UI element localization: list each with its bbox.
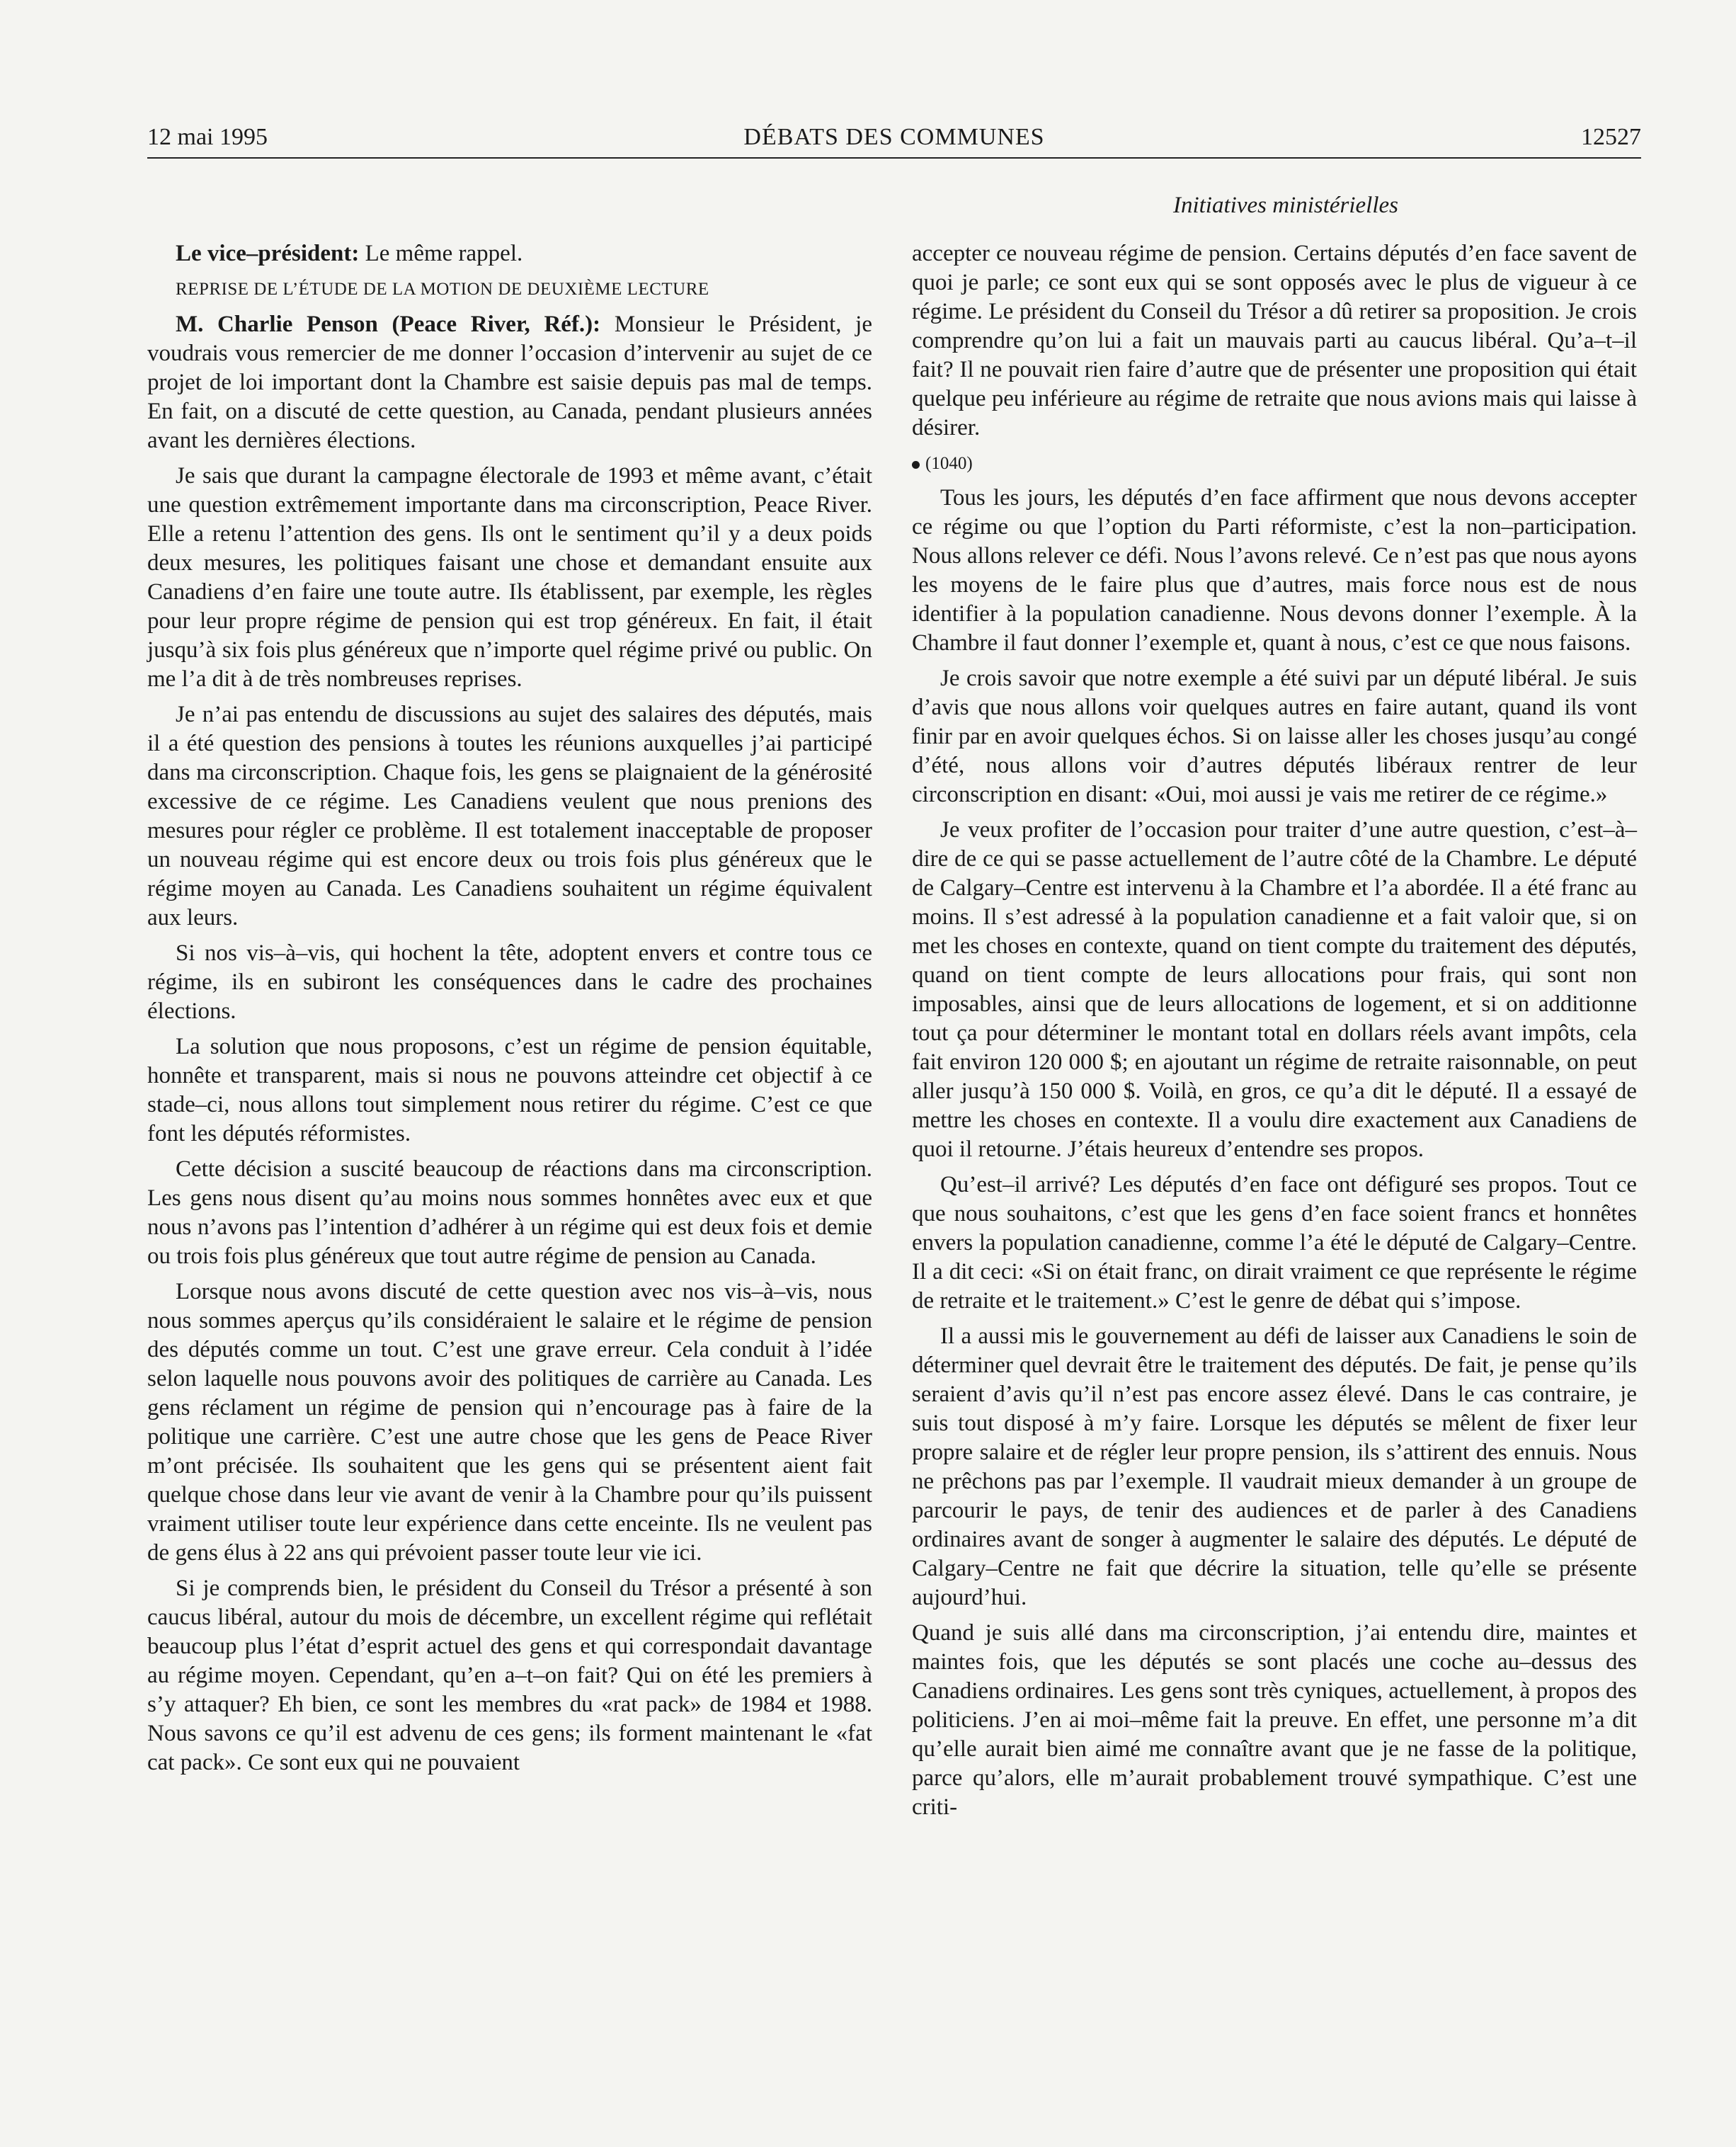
paragraph: accepter ce nouveau régime de pension. Certains députés d’en face savent de quoi je parle; ce sont eux qui se sont opposés avec le plus de vigueur à ce régime. Le président du Conseil du Trésor a dû retirer sa proposition. Je crois comprendre qu’on lui a fait un mauvais parti au caucus libéral. Qu’a–t–il fait? Il ne pouvait rien faire d’autre que de présenter une proposition qui était quelque peu inférieure au régime de retraite que nous avions mais qui laisse à désirer.	[912, 241, 1637, 440]
intro-speaker: Le vice–président:	[176, 241, 360, 266]
left-column	[147, 239, 872, 1784]
paragraph: Il a aussi mis le gouvernement au défi de laisser aux Canadiens le soin de déterminer quel devrait être le traitement des députés. De fait, je pense qu’ils seraient d’avis qu’il n’est pas encore assez élevé. Dans le cas contraire, je suis tout disposé à m’y faire. Lorsque les députés se mêlent de fixer leur propre salaire et de régler leur propre pension, ils s’attirent des ennuis. Nous ne prêchons pas par l’exemple. Il vaudrait mieux demander à un groupe de parcourir le pays, de tenir des audiences et de parler à des Canadiens ordinaires avant de songer à augmenter le salaire des députés. Le député de Calgary–Centre ne fait que décrire la situation, telle qu’elle se présente aujourd’hui.	[912, 1323, 1637, 1610]
paragraph: Je n’ai pas entendu de discussions au sujet des salaires des députés, mais il a été question des pensions à toutes les réunions auxquelles j’ai participé dans ma circonscription. Chaque fois, les gens se plaignaient de la générosité excessive de ce régime. Les Canadiens veulent que nous prenions des mesures pour régler ce problème. Il est totalement inacceptable de proposer un nouveau régime qui est encore deux ou trois fois plus généreux que le régime moyen au Canada. Les Canadiens souhaitent un régime équivalent aux leurs.	[147, 702, 872, 930]
header-rule	[147, 157, 1641, 159]
speech-paragraph	[147, 310, 872, 455]
bullet-icon	[912, 461, 920, 469]
intro-text: Le même rappel.	[359, 241, 523, 266]
paragraph: Je veux profiter de l’occasion pour traiter d’une autre question, c’est–à–dire de ce qui se passe actuellement de l’autre côté de la Chambre. Le député de Calgary–Centre est intervenu à la Chambre et l’a abordée. Il a été franc au moins. Il s’est adressé à la population canadienne et a fait valoir que, si on met les choses en contexte, quand on tient compte du traitement des députés, quand on tient compte de leurs allocations pour frais, qui sont non imposables, ainsi que de leurs allocations de logement, et si on additionne tout ça pour déterminer le montant total en dollars réels avant impôts, cela fait environ 120 000 $; en ajoutant un régime de retraite raisonnable, on peut aller jusqu’à 150 000 $. Voilà, en gros, ce qu’a dit le député. Il a essayé de mettre les choses en contexte. Il a voulu dire exactement aux Canadiens de quoi il retourne. J’étais heureux d’entendre ses propos.	[912, 817, 1637, 1162]
right-column	[912, 239, 1637, 1828]
time-marker	[912, 449, 1637, 478]
running-head	[147, 116, 1641, 159]
paragraph: Si je comprends bien, le président du Conseil du Trésor a présenté à son caucus libéral, autour du mois de décembre, un excellent régime qui reflétait beaucoup plus l’état d’esprit actuel des gens et qui correspondait davantage au régime moyen. Cependant, qu’en a–t–on fait? Qui on été les premiers à s’y attaquer? Eh bien, ce sont les membres du «rat pack» de 1984 et 1988. Nous savons ce qu’il est advenu de ces gens; ils forment maintenant le «fat cat pack». Ce sont eux qui ne pouvaient	[147, 1576, 872, 1775]
paragraph: La solution que nous proposons, c’est un régime de pension équitable, honnête et transparent, mais si nous ne pouvons atteindre cet objectif à ce stade–ci, nous allons tout simplement nous retirer du régime. C’est ce que font les députés réformistes.	[147, 1034, 872, 1146]
paragraph: Je crois savoir que notre exemple a été suivi par un député libéral. Je suis d’avis que nous allons voir quelques autres en faire autant, quand ils vont finir par en avoir quelques échos. Si on laisse aller les choses jusqu’au congé d’été, nous allons voir d’autres députés libéraux rentrer de leur circonscription en disant: «Oui, moi aussi je vais me retirer de ce régime.»	[912, 666, 1637, 807]
publication-title: DÉBATS DES COMMUNES	[743, 124, 1045, 150]
page-number: 12527	[1581, 124, 1641, 150]
time-marker-text: (1040)	[925, 454, 973, 473]
paragraph: Qu’est–il arrivé? Les députés d’en face ont défiguré ses propos. Tout ce que nous souhaitons, c’est que les gens d’en face soient francs et honnêtes envers la population canadienne, comme l’a été le député de Calgary–Centre. Il a dit ceci: «Si on était franc, on dirait vraiment ce que représente le régime de retraite et le traitement.» C’est le genre de débat qui s’impose.	[912, 1172, 1637, 1314]
speaker-name: M. Charlie Penson (Peace River, Réf.):	[176, 312, 601, 337]
speech-text: Monsieur le Président, je voudrais vous remercier de me donner l’occasion d’intervenir au sujet de ce projet de loi important dont la Chambre est saisie depuis pas mal de temps. En fait, on a discuté de cette question, au Canada, pendant plusieurs années avant les dernières élections.	[147, 312, 872, 453]
subheading: REPRISE DE L’ÉTUDE DE LA MOTION DE DEUXIÈME LECTURE	[176, 280, 709, 299]
section-label: Initiatives ministérielles	[1172, 193, 1399, 218]
issue-date: 12 mai 1995	[147, 124, 268, 150]
paragraph: Tous les jours, les députés d’en face affirment que nous devons accepter ce régime ou que l’option du Parti réformiste, c’est la non–participation. Nous allons relever ce défi. Nous l’avons relevé. Ce n’est pas que nous ayons les moyens de le faire plus que d’autres, mais force nous est de nous identifier à la population canadienne. Nous devons donner l’exemple. À la Chambre il faut donner l’exemple et, quant à nous, c’est ce que nous faisons.	[912, 485, 1637, 656]
paragraph: Quand je suis allé dans ma circonscription, j’ai entendu dire, maintes et maintes fois, que les députés se sont placés une coche au–dessus des Canadiens ordinaires. Les gens sont très cyniques, actuellement, à propos des politiciens. J’en ai moi–même fait la preuve. En effet, une personne m’a dit qu’elle aurait bien aimé me connaître avant que je ne fasse de la politique, parce qu’alors, elle m’aurait probablement trouvé sympathique. C’est une criti-	[912, 1620, 1637, 1820]
paragraph: Cette décision a suscité beaucoup de réactions dans ma circonscription. Les gens nous disent qu’au moins nous sommes honnêtes avec eux et que nous n’avons pas l’intention d’adhérer à un régime qui est deux fois et demie ou trois fois plus généreux que tout autre régime de pension au Canada.	[147, 1156, 872, 1269]
paragraph: Si nos vis–à–vis, qui hochent la tête, adoptent envers et contre tous ce régime, ils en subiront les conséquences dans le cadre des prochaines élections.	[147, 940, 872, 1024]
paragraph: Lorsque nous avons discuté de cette question avec nos vis–à–vis, nous nous sommes aperçus qu’ils considéraient le salaire et le régime de pension des députés comme un tout. C’est une grave erreur. Cela conduit à l’idée selon laquelle nous pouvons avoir des politiques de carrière au Canada. Les gens réclament un régime de pension qui n’encourage pas à faire de la politique une carrière. C’est une autre chose que les gens de Peace River m’ont précisée. Ils souhaitent que les gens qui se présentent aient fait quelque chose dans leur vie avant de venir à la Chambre pour qu’ils puissent vraiment utiliser toute leur expérience dans cette enceinte. Ils ne veulent pas de gens élus à 22 ans qui prévoient passer toute leur vie ici.	[147, 1279, 872, 1566]
intro-paragraph	[147, 239, 872, 268]
paragraph: Je sais que durant la campagne électorale de 1993 et même avant, c’était une question extrêmement importante dans ma circonscription, Peace River. Elle a retenu l’attention des gens. Ils ont le sentiment qu’il y a deux poids deux mesures, les politiques faisant une chose et demandant ensuite aux Canadiens d’en faire une toute autre. Ils établissent, par exemple, les règles pour leur propre régime de pension qui est trop généreux. En fait, il était jusqu’à six fois plus généreux que n’importe quel régime privé ou public. On me l’a dit à de très nombreuses reprises.	[147, 463, 872, 692]
